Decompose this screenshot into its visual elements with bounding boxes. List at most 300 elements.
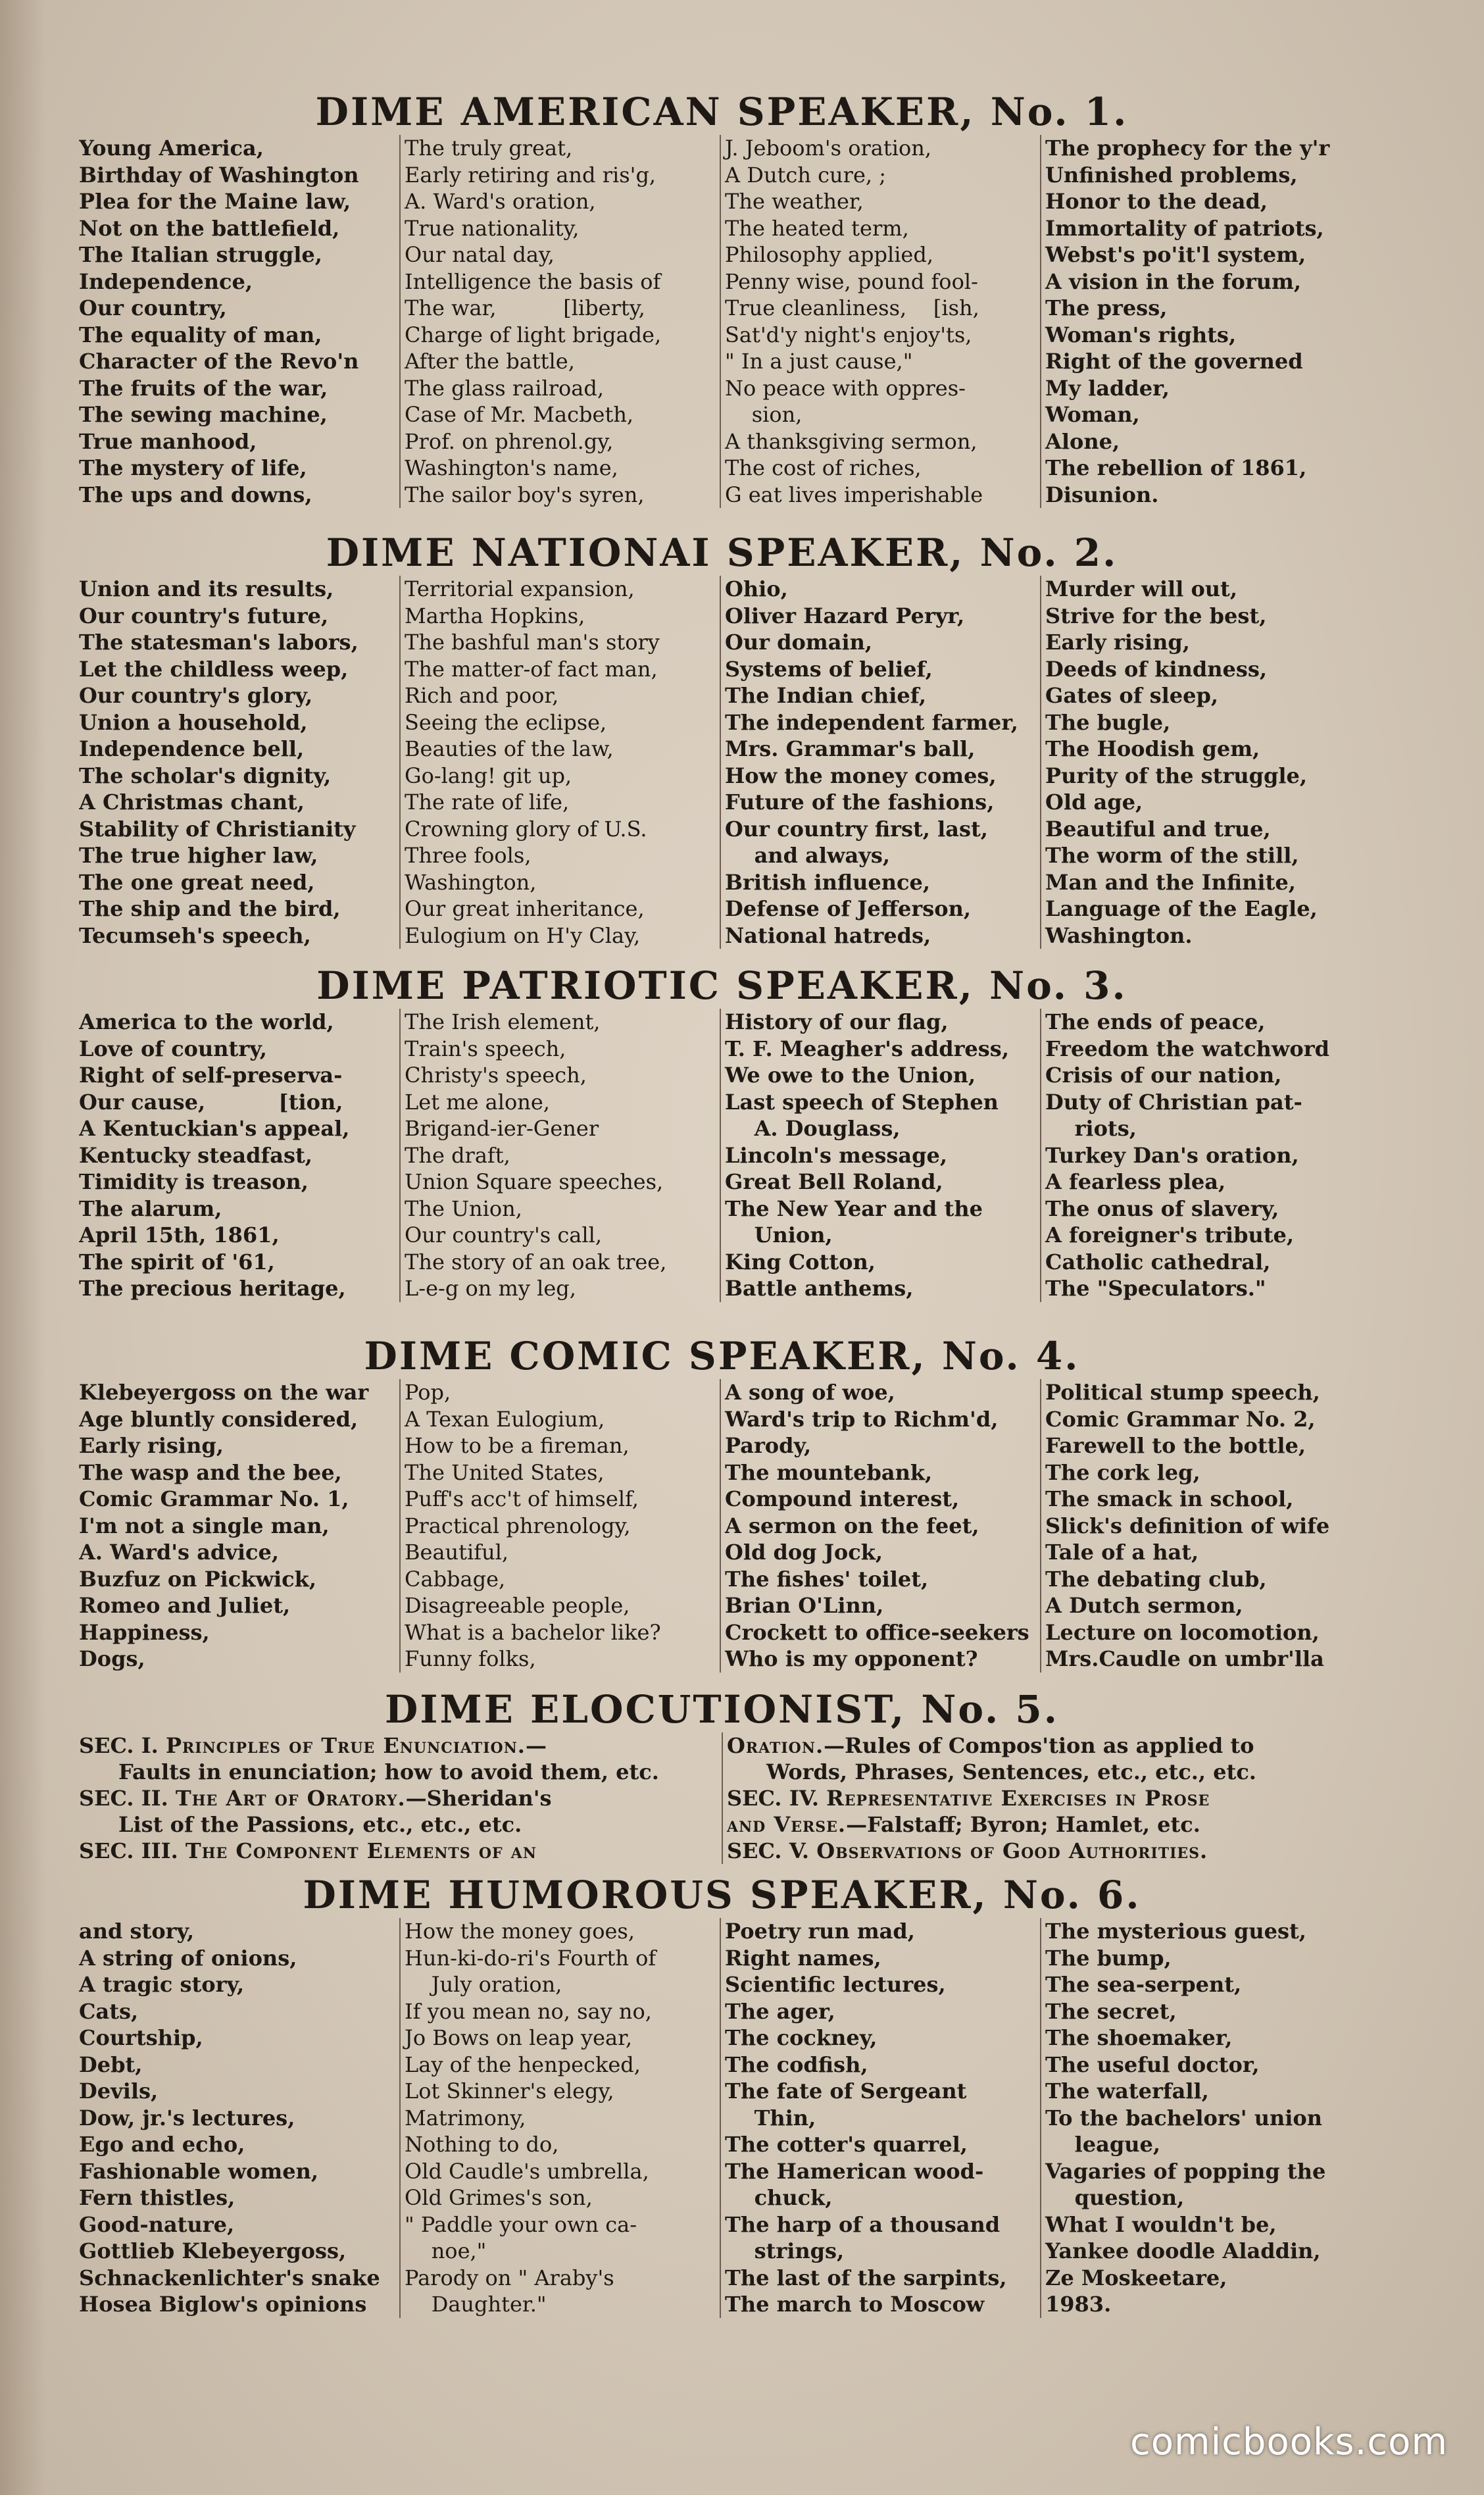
list-item: The press,	[1045, 295, 1168, 320]
list-item: The secret,	[1045, 1998, 1177, 2024]
list-item: Poetry run mad,	[725, 1919, 915, 1944]
list-item: Honor to the dead,	[1045, 189, 1268, 214]
section-title: DIME ELOCUTIONIST, No. 5.	[385, 1687, 1059, 1732]
elocutionist-head: Representative Exercises in Prose	[826, 1786, 1210, 1811]
list-item: " In a just cause,"	[725, 349, 913, 374]
elocutionist-line	[727, 1759, 1360, 1785]
list-item: Washington's name,	[405, 455, 618, 480]
list-item: Comic Grammar No. 2,	[1045, 1406, 1316, 1432]
list-column	[720, 576, 1040, 949]
list-item: Character of the Revo'n	[79, 349, 359, 374]
list-item: A vision in the forum,	[1045, 268, 1301, 294]
list-item: The rate of life,	[405, 790, 570, 815]
list-column	[399, 1379, 720, 1673]
elocutionist-line	[727, 1811, 1360, 1838]
list-column	[720, 135, 1040, 508]
speaker-section-patriotic	[79, 963, 1365, 1302]
list-item: Independence,	[79, 268, 253, 294]
list-item: The sea-serpent,	[1045, 1972, 1242, 1997]
list-item: The ship and the bird,	[79, 896, 341, 921]
list-item: The New Year and the	[725, 1196, 983, 1221]
elocutionist-section	[79, 1686, 1365, 1864]
section-title: DIME NATIONAI SPEAKER, No. 2.	[326, 530, 1118, 575]
list-item: A string of onions,	[79, 1945, 297, 1971]
list-item: Fashionable women,	[79, 2158, 319, 2184]
list-item: Our natal day,	[405, 242, 555, 267]
elocutionist-head: Oration.	[727, 1733, 824, 1758]
list-column	[79, 135, 399, 508]
list-item: Our country's call,	[405, 1222, 602, 1248]
list-item: The bugle,	[1045, 709, 1171, 735]
list-item: Happiness,	[79, 1619, 210, 1645]
elocutionist-rest: Faults in enunciation; how to avoid them, etc.	[118, 1759, 659, 1784]
list-item: Romeo and Juliet,	[79, 1593, 291, 1618]
list-item: Train's speech,	[405, 1036, 566, 1061]
list-item: Rich and poor,	[405, 683, 559, 708]
elocutionist-rest: Words, Phrases, Sentences, etc., etc., etc.	[766, 1759, 1256, 1784]
list-item: Let me alone,	[405, 1089, 550, 1115]
list-item: Let the childless weep,	[79, 656, 349, 682]
list-column	[79, 576, 399, 949]
list-item: Gottlieb Klebeyergoss,	[79, 2238, 347, 2263]
list-item: Charge of light brigade,	[405, 322, 662, 347]
list-item: A Christmas chant,	[79, 790, 305, 815]
list-item: How to be a fireman,	[405, 1433, 630, 1458]
list-item: Political stump speech,	[1045, 1380, 1320, 1405]
list-item: strings,	[725, 2238, 845, 2263]
list-item: Parody on " Araby's	[405, 2265, 614, 2290]
list-item: True cleanliness, [ish,	[725, 295, 979, 320]
speaker-section-american	[79, 89, 1365, 508]
list-item: Man and the Infinite,	[1045, 869, 1296, 895]
list-item: True nationality,	[405, 215, 580, 241]
list-column	[79, 1918, 399, 2318]
list-item: The alarum,	[79, 1196, 222, 1221]
elocutionist-rest: List of the Passions, etc., etc., etc.	[118, 1812, 522, 1837]
list-column	[79, 1379, 399, 1673]
list-item: Our great inheritance,	[405, 896, 645, 921]
list-item: Yankee doodle Aladdin,	[1045, 2238, 1321, 2263]
list-item: The weather,	[725, 189, 864, 214]
elocutionist-left-column	[79, 1732, 722, 1864]
list-item: The rebellion of 1861,	[1045, 455, 1307, 480]
list-item: Right of self-preserva-	[79, 1063, 343, 1088]
list-item: Brigand-ier-Gener	[405, 1116, 599, 1141]
list-item: Go-lang! git up,	[405, 763, 572, 788]
list-item: Early rising,	[79, 1433, 224, 1458]
page-edge-shadow	[0, 0, 46, 2495]
list-item: Our country's future,	[79, 603, 329, 628]
list-item: A thanksgiving sermon,	[725, 428, 977, 454]
list-item: The true higher law,	[79, 843, 318, 868]
list-column	[399, 135, 720, 508]
list-item: July oration,	[405, 1972, 562, 1997]
list-column	[1040, 1379, 1360, 1673]
speaker-section-comic	[79, 1333, 1365, 1673]
list-item: Pop,	[405, 1380, 451, 1405]
list-item: Debt,	[79, 2052, 143, 2077]
list-item: noe,"	[405, 2238, 487, 2263]
list-item: Gates of sleep,	[1045, 683, 1219, 708]
elocutionist-line	[79, 1785, 718, 1811]
list-item: The mysterious guest,	[1045, 1919, 1306, 1944]
list-item: The heated term,	[725, 215, 909, 241]
list-column	[1040, 1918, 1360, 2318]
list-item: Who is my opponent?	[725, 1646, 978, 1671]
list-item: Hun-ki-do-ri's Fourth of	[405, 1945, 656, 1971]
list-column	[399, 1009, 720, 1302]
list-item: The fishes' toilet,	[725, 1566, 929, 1592]
list-item: Crisis of our nation,	[1045, 1063, 1282, 1088]
list-item: Tale of a hat,	[1045, 1540, 1199, 1565]
list-item: Old Grimes's son,	[405, 2185, 593, 2210]
list-item: Age bluntly considered,	[79, 1406, 359, 1432]
list-item: Klebeyergoss on the war	[79, 1380, 369, 1405]
elocutionist-head: and Verse.	[727, 1812, 847, 1837]
list-item: How the money comes,	[725, 763, 997, 788]
list-item: The fruits of the war,	[79, 375, 328, 401]
list-item: Ze Moskeetare,	[1045, 2265, 1227, 2290]
list-item: L-e-g on my leg,	[405, 1276, 576, 1301]
list-item: question,	[1045, 2185, 1185, 2210]
list-item: Old age,	[1045, 790, 1143, 815]
list-item: Washington.	[1045, 922, 1193, 948]
list-item: A sermon on the feet,	[725, 1513, 979, 1538]
list-item: My ladder,	[1045, 375, 1170, 401]
list-item: Webst's po'it'l system,	[1045, 242, 1306, 267]
list-item: Alone,	[1045, 428, 1120, 454]
elocutionist-sec: SEC. V.	[727, 1838, 810, 1863]
list-item: Jo Bows on leap year,	[405, 2025, 633, 2050]
list-item: Our country's glory,	[79, 683, 313, 708]
elocutionist-line	[727, 1732, 1360, 1759]
list-item: Crockett to office-seekers	[725, 1619, 1029, 1645]
list-item: Love of country,	[79, 1036, 267, 1061]
list-item: The bump,	[1045, 1945, 1172, 1971]
list-item: Nothing to do,	[405, 2132, 559, 2157]
list-column	[720, 1009, 1040, 1302]
list-item: Right names,	[725, 1945, 881, 1971]
list-item: Right of the governed	[1045, 349, 1303, 374]
list-item: The fate of Sergeant	[725, 2079, 967, 2104]
list-item: The matter-of fact man,	[405, 656, 658, 682]
list-item: Turkey Dan's oration,	[1045, 1142, 1299, 1168]
list-item: The scholar's dignity,	[79, 763, 332, 788]
list-item: Catholic cathedral,	[1045, 1249, 1271, 1274]
list-item: Seeing the eclipse,	[405, 709, 607, 735]
list-item: Dow, jr.'s lectures,	[79, 2105, 295, 2130]
list-item: America to the world,	[79, 1009, 334, 1034]
list-item: The precious heritage,	[79, 1276, 346, 1301]
list-item: Lincoln's message,	[725, 1142, 947, 1168]
list-item: Systems of belief,	[725, 656, 933, 682]
list-item: Our cause, [tion,	[79, 1089, 343, 1115]
list-item: " Paddle your own ca-	[405, 2211, 637, 2237]
list-item: The Italian struggle,	[79, 242, 322, 267]
elocutionist-columns	[79, 1732, 1365, 1864]
elocutionist-line	[727, 1838, 1360, 1864]
list-item: True manhood,	[79, 428, 257, 454]
list-item: How the money goes,	[405, 1919, 635, 1944]
section-title: DIME PATRIOTIC SPEAKER, No. 3.	[316, 963, 1127, 1008]
section-title: DIME HUMOROUS SPEAKER, No. 6.	[303, 1873, 1141, 1917]
list-item: No peace with oppres-	[725, 375, 966, 401]
list-item: The wasp and the bee,	[79, 1459, 342, 1485]
list-item: Fern thistles,	[79, 2185, 235, 2210]
list-item: The Hamerican wood-	[725, 2158, 984, 2184]
elocutionist-head: Observations of Good Authorities.	[816, 1838, 1208, 1863]
list-item: Intelligence the basis of	[405, 268, 661, 294]
list-item: Language of the Eagle,	[1045, 896, 1318, 921]
list-item: J. Jeboom's oration,	[725, 136, 931, 161]
elocutionist-sec: SEC. III.	[79, 1838, 178, 1863]
list-item: Parody,	[725, 1433, 812, 1458]
list-item: Case of Mr. Macbeth,	[405, 402, 634, 427]
list-item: Oliver Hazard Peryr,	[725, 603, 965, 628]
list-item: Union,	[725, 1222, 833, 1248]
list-item: Christy's speech,	[405, 1063, 587, 1088]
list-item: A. Ward's oration,	[405, 189, 596, 214]
list-item: The debating club,	[1045, 1566, 1267, 1592]
list-item: Washington,	[405, 869, 537, 895]
list-column	[399, 576, 720, 949]
section-columns	[79, 1379, 1365, 1673]
list-item: The Hoodish gem,	[1045, 736, 1260, 761]
list-item: Last speech of Stephen	[725, 1089, 999, 1115]
list-item: The war, [liberty,	[405, 295, 645, 320]
list-item: and story,	[79, 1919, 195, 1944]
list-item: The mystery of life,	[79, 455, 307, 480]
list-item: The shoemaker,	[1045, 2025, 1233, 2050]
elocutionist-sec: SEC. II.	[79, 1786, 168, 1811]
list-item: Brian O'Linn,	[725, 1593, 884, 1618]
list-item: Strive for the best,	[1045, 603, 1267, 628]
list-item: Timidity is treason,	[79, 1169, 309, 1194]
list-item: Union and its results,	[79, 576, 334, 601]
list-item: A Texan Eulogium,	[405, 1406, 605, 1432]
list-item: Vagaries of popping the	[1045, 2158, 1326, 2184]
list-item: Penny wise, pound fool-	[725, 268, 978, 294]
list-item: The statesman's labors,	[79, 630, 359, 655]
list-item: Matrimony,	[405, 2105, 526, 2130]
list-item: A Dutch cure, ;	[725, 162, 886, 188]
list-item: A song of woe,	[725, 1380, 895, 1405]
list-item: Old dog Jock,	[725, 1540, 883, 1565]
list-item: A. Ward's advice,	[79, 1540, 280, 1565]
list-item: Three fools,	[405, 843, 532, 868]
list-item: Crowning glory of U.S.	[405, 816, 647, 842]
list-item: King Cotton,	[725, 1249, 876, 1274]
elocutionist-head: Principles of True Enunciation.—	[165, 1733, 547, 1758]
list-item: The sewing machine,	[79, 402, 328, 427]
list-item: Compound interest,	[725, 1486, 960, 1511]
list-item: The United States,	[405, 1459, 605, 1485]
list-item: The ups and downs,	[79, 482, 312, 507]
list-item: To the bachelors' union	[1045, 2105, 1322, 2130]
list-item: The spirit of '61,	[79, 1249, 275, 1274]
list-item: Funny folks,	[405, 1646, 536, 1671]
list-item: A tragic story,	[79, 1972, 245, 1997]
list-item: Immortality of patriots,	[1045, 215, 1324, 241]
list-item: Sat'd'y night's enjoy'ts,	[725, 322, 972, 347]
list-item: Philosophy applied,	[725, 242, 934, 267]
list-item: The smack in school,	[1045, 1486, 1294, 1511]
elocutionist-line	[727, 1785, 1360, 1811]
list-item: British influence,	[725, 869, 930, 895]
list-item: Purity of the struggle,	[1045, 763, 1307, 788]
list-item: A foreigner's tribute,	[1045, 1222, 1294, 1248]
section-title: DIME AMERICAN SPEAKER, No. 1.	[315, 89, 1129, 134]
list-item: The bashful man's story	[405, 630, 660, 655]
elocutionist-right-column	[722, 1732, 1364, 1864]
list-item: Prof. on phrenol.gy,	[405, 428, 614, 454]
section-columns	[79, 1009, 1365, 1302]
list-column	[720, 1918, 1040, 2318]
list-column	[1040, 135, 1360, 508]
list-item: History of our flag,	[725, 1009, 949, 1034]
list-item: Battle anthems,	[725, 1276, 914, 1301]
list-column	[1040, 576, 1360, 949]
list-item: The worm of the still,	[1045, 843, 1299, 868]
elocutionist-sec: SEC. IV.	[727, 1786, 820, 1811]
list-item: Daughter."	[405, 2292, 547, 2317]
elocutionist-line	[79, 1838, 718, 1864]
list-item: Martha Hopkins,	[405, 603, 585, 628]
list-item: Good-nature,	[79, 2211, 235, 2237]
speaker-section-national	[79, 530, 1365, 949]
list-item: Plea for the Maine law,	[79, 189, 351, 214]
elocutionist-head: The Component Elements of an	[185, 1838, 537, 1863]
list-item: Courtship,	[79, 2025, 203, 2050]
list-item: The prophecy for the y'r	[1045, 136, 1330, 161]
list-item: and always,	[725, 843, 890, 868]
elocutionist-line	[79, 1732, 718, 1759]
list-item: Early rising,	[1045, 630, 1190, 655]
list-item: Murder will out,	[1045, 576, 1237, 601]
list-item: Practical phrenology,	[405, 1513, 631, 1538]
list-item: Puff's acc't of himself,	[405, 1486, 639, 1511]
list-item: A. Douglass,	[725, 1116, 901, 1141]
elocutionist-head: The Art of Oratory.	[175, 1786, 406, 1811]
list-item: The ends of peace,	[1045, 1009, 1266, 1034]
list-item: The truly great,	[405, 136, 573, 161]
list-item: Union Square speeches,	[405, 1169, 664, 1194]
list-item: A Kentuckian's appeal,	[79, 1116, 350, 1141]
list-column	[720, 1379, 1040, 1673]
list-item: league,	[1045, 2132, 1160, 2157]
list-item: The onus of slavery,	[1045, 1196, 1279, 1221]
list-column	[399, 1918, 720, 2318]
list-item: 1983.	[1045, 2292, 1112, 2317]
list-item: Cats,	[79, 1998, 139, 2024]
list-item: Cabbage,	[405, 1566, 506, 1592]
list-item: Mrs.Caudle on umbr'lla	[1045, 1646, 1324, 1671]
list-item: Independence bell,	[79, 736, 305, 761]
site-watermark: comicbooks.com	[1129, 2421, 1448, 2463]
list-item: Eulogium on H'y Clay,	[405, 922, 641, 948]
elocutionist-line	[79, 1759, 718, 1785]
list-item: The Union,	[405, 1196, 522, 1221]
list-item: The codfish,	[725, 2052, 868, 2077]
list-item: The Irish element,	[405, 1009, 601, 1034]
list-item: The draft,	[405, 1142, 510, 1168]
list-item: Mrs. Grammar's ball,	[725, 736, 976, 761]
list-item: Birthday of Washington	[79, 162, 359, 188]
elocutionist-sec: SEC. I.	[79, 1733, 159, 1758]
list-item: Disagreeable people,	[405, 1593, 630, 1618]
list-item: The Indian chief,	[725, 683, 926, 708]
list-item: Beauties of the law,	[405, 736, 614, 761]
speaker-section-humorous	[79, 1872, 1365, 2318]
list-item: Ego and echo,	[79, 2132, 245, 2157]
list-item: Woman,	[1045, 402, 1140, 427]
list-item: A fearless plea,	[1045, 1169, 1226, 1194]
list-item: Not on the battlefield,	[79, 215, 340, 241]
list-item: The cotter's quarrel,	[725, 2132, 968, 2157]
list-item: Ohio,	[725, 576, 788, 601]
list-item: Hosea Biglow's opinions	[79, 2292, 367, 2317]
list-item: Stability of Christianity	[79, 816, 356, 842]
list-item: Lay of the henpecked,	[405, 2052, 641, 2077]
list-item: T. F. Meagher's address,	[725, 1036, 1009, 1061]
list-item: Defense of Jefferson,	[725, 896, 972, 921]
list-item: Beautiful,	[405, 1540, 509, 1565]
list-item: Farewell to the bottle,	[1045, 1433, 1306, 1458]
list-item: G eat lives imperishable	[725, 482, 983, 507]
list-item: The cockney,	[725, 2025, 878, 2050]
list-item: Tecumseh's speech,	[79, 922, 311, 948]
list-item: The cork leg,	[1045, 1459, 1200, 1485]
elocutionist-rest: —Sheridan's	[405, 1786, 552, 1811]
list-item: The "Speculators."	[1045, 1276, 1266, 1301]
list-item: Unfinished problems,	[1045, 162, 1298, 188]
list-item: Ward's trip to Richm'd,	[725, 1406, 999, 1432]
list-item: Deeds of kindness,	[1045, 656, 1268, 682]
list-item: Schnackenlichter's snake	[79, 2265, 380, 2290]
list-item: Territorial expansion,	[405, 576, 635, 601]
section-columns	[79, 1918, 1365, 2318]
list-item: riots,	[1045, 1116, 1137, 1141]
list-item: The story of an oak tree,	[405, 1249, 667, 1274]
list-item: National hatreds,	[725, 922, 931, 948]
list-column	[1040, 1009, 1360, 1302]
list-item: Duty of Christian pat-	[1045, 1089, 1302, 1115]
list-item: If you mean no, say no,	[405, 1998, 652, 2024]
list-item: What I wouldn't be,	[1045, 2211, 1277, 2237]
list-item: The useful doctor,	[1045, 2052, 1260, 2077]
section-columns	[79, 135, 1365, 508]
list-item: The mountebank,	[725, 1459, 933, 1485]
list-item: I'm not a single man,	[79, 1513, 330, 1538]
section-title: DIME COMIC SPEAKER, No. 4.	[364, 1334, 1080, 1378]
section-columns	[79, 576, 1365, 949]
list-item: The sailor boy's syren,	[405, 482, 645, 507]
list-item: After the battle,	[405, 349, 575, 374]
list-item: The cost of riches,	[725, 455, 922, 480]
list-item: The ager,	[725, 1998, 835, 2024]
list-item: The independent farmer,	[725, 709, 1018, 735]
list-item: The one great need,	[79, 869, 315, 895]
list-item: We owe to the Union,	[725, 1063, 976, 1088]
list-item: The waterfall,	[1045, 2079, 1209, 2104]
list-item: Union a household,	[79, 709, 308, 735]
list-item: Lot Skinner's elegy,	[405, 2079, 614, 2104]
list-item: The last of the sarpints,	[725, 2265, 1007, 2290]
list-item: Scientific lectures,	[725, 1972, 946, 1997]
list-item: The equality of man,	[79, 322, 322, 347]
list-item: Buzfuz on Pickwick,	[79, 1566, 316, 1592]
list-item: Slick's definition of wife	[1045, 1513, 1330, 1538]
